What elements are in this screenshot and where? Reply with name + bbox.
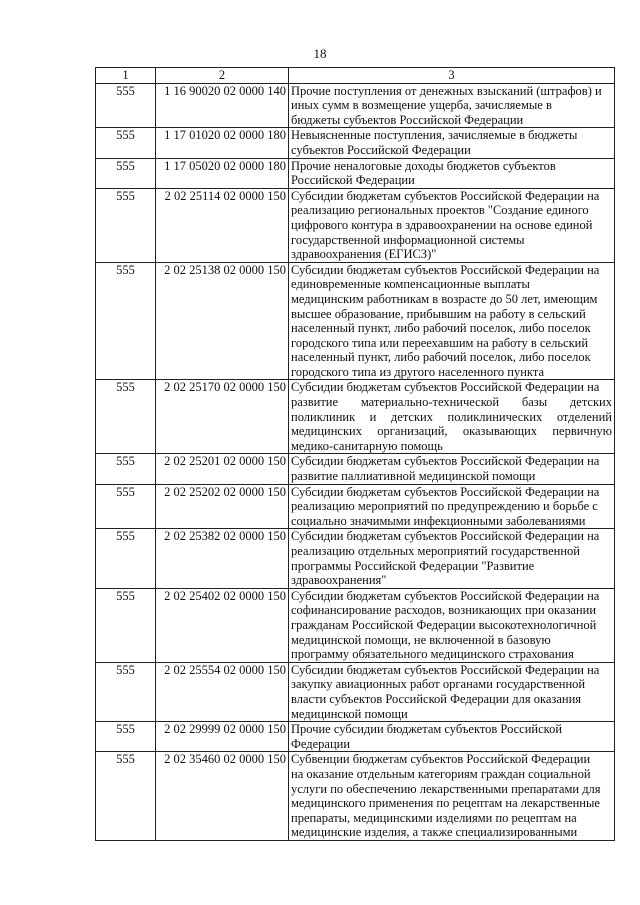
description-line: Прочие неналоговые доходы бюджетов субъектов bbox=[291, 158, 556, 173]
description-line: цифрового контура в здравоохранении на основе единой bbox=[291, 217, 593, 232]
description-cell bbox=[289, 529, 615, 588]
description-line: гражданам Российской Федерации высокотехнологичной bbox=[291, 617, 597, 632]
description-line: бюджеты субъектов Российской Федерации bbox=[291, 112, 524, 127]
description-line: закупку авиационных работ органами государственной bbox=[291, 677, 586, 692]
description-line: препараты, медицинскими изделиями по рецептам на bbox=[291, 810, 577, 825]
budget-code-cell: 2 02 25554 02 0000 150 bbox=[156, 662, 289, 721]
description-line: социально значимыми инфекционными заболеваниями bbox=[291, 513, 586, 528]
admin-code-cell: 555 bbox=[96, 380, 156, 454]
budget-code-cell: 2 02 35460 02 0000 150 bbox=[156, 752, 289, 841]
description-line: Субсидии бюджетам субъектов Российской Федерации на bbox=[291, 380, 600, 395]
description-line: Субсидии бюджетам субъектов Российской Федерации на bbox=[291, 188, 600, 203]
description-cell bbox=[289, 722, 615, 752]
admin-code-cell: 555 bbox=[96, 454, 156, 484]
table-header-row bbox=[96, 68, 615, 84]
description-line: реализацию региональных проектов "Создание единого bbox=[291, 203, 589, 218]
description-cell bbox=[289, 380, 615, 454]
admin-code-cell: 555 bbox=[96, 588, 156, 662]
description-line: населенный пункт, либо рабочий поселок, либо поселок bbox=[291, 350, 591, 365]
admin-code-cell: 555 bbox=[96, 188, 156, 262]
budget-code-cell: 2 02 25202 02 0000 150 bbox=[156, 484, 289, 529]
description-cell bbox=[289, 128, 615, 158]
table-row bbox=[96, 529, 615, 588]
description-line: Федерации bbox=[291, 736, 351, 751]
admin-code-cell: 555 bbox=[96, 128, 156, 158]
page-number: 18 bbox=[313, 46, 327, 61]
description-line: медицинские изделия, а также специализированными bbox=[291, 825, 578, 840]
budget-code-cell: 2 02 25114 02 0000 150 bbox=[156, 188, 289, 262]
description-line: развитие материально-технической базы детских bbox=[291, 395, 612, 410]
description-line: здравоохранения" bbox=[291, 573, 387, 588]
table-row bbox=[96, 262, 615, 380]
budget-code-cell: 1 16 90020 02 0000 140 bbox=[156, 83, 289, 128]
description-line: государственной информационной системы bbox=[291, 232, 525, 247]
description-line: поликлиник и детских поликлинических отделений bbox=[291, 409, 612, 424]
description-line: медицинской помощи, не включенной в базовую bbox=[291, 632, 551, 647]
admin-code-cell: 555 bbox=[96, 662, 156, 721]
description-cell bbox=[289, 188, 615, 262]
budget-code-cell: 1 17 05020 02 0000 180 bbox=[156, 158, 289, 188]
description-line: реализацию мероприятий по предупреждению и борьбе с bbox=[291, 499, 598, 514]
description-line: медицинской помощи bbox=[291, 706, 408, 721]
description-line: развитие паллиативной медицинской помощи bbox=[291, 469, 536, 484]
admin-code-cell: 555 bbox=[96, 722, 156, 752]
description-line: городского типа из другого населенного пункта bbox=[291, 364, 545, 379]
description-line: программу обязательного медицинского страхования bbox=[291, 647, 574, 662]
description-cell bbox=[289, 158, 615, 188]
admin-code-cell: 555 bbox=[96, 83, 156, 128]
table-row bbox=[96, 83, 615, 128]
table-row bbox=[96, 158, 615, 188]
description-line: софинансирование расходов, возникающих при оказании bbox=[291, 603, 597, 618]
description-line: медицинских организаций, оказывающих первичную bbox=[291, 424, 612, 439]
description-line: Субсидии бюджетам субъектов Российской Федерации на bbox=[291, 454, 600, 469]
budget-code-cell: 1 17 01020 02 0000 180 bbox=[156, 128, 289, 158]
description-cell bbox=[289, 262, 615, 380]
description-line: субъектов Российской Федерации bbox=[291, 142, 471, 157]
table-row bbox=[96, 454, 615, 484]
description-line: медицинским работникам в возрасте до 50 лет, имеющим bbox=[291, 291, 598, 306]
table-row bbox=[96, 128, 615, 158]
description-line: власти субъектов Российской Федерации для оказания bbox=[291, 691, 582, 706]
description-line: Субсидии бюджетам субъектов Российской Федерации на bbox=[291, 529, 600, 544]
table-row bbox=[96, 188, 615, 262]
budget-code-cell: 2 02 25138 02 0000 150 bbox=[156, 262, 289, 380]
admin-code-cell: 555 bbox=[96, 752, 156, 841]
description-cell bbox=[289, 484, 615, 529]
admin-code-cell: 555 bbox=[96, 262, 156, 380]
description-line: Субвенции бюджетам субъектов Российской Федерации bbox=[291, 752, 591, 767]
description-line: реализацию отдельных мероприятий государственной bbox=[291, 544, 580, 558]
description-line: медицинского применения по рецептам на лекарственные bbox=[291, 796, 600, 811]
description-line: Невыясненные поступления, зачисляемые в бюджеты bbox=[291, 128, 578, 143]
description-line: городского типа или переехавшим на работу в сельский bbox=[291, 335, 589, 350]
admin-code-cell: 555 bbox=[96, 529, 156, 588]
budget-code-cell: 2 02 25402 02 0000 150 bbox=[156, 588, 289, 662]
description-cell bbox=[289, 752, 615, 841]
description-line: здравоохранения (ЕГИСЗ)" bbox=[291, 247, 437, 262]
column-header-3: 3 bbox=[289, 68, 615, 84]
description-line: Российской Федерации bbox=[291, 173, 415, 188]
table-row bbox=[96, 722, 615, 752]
description-line: населенный пункт, либо рабочий поселок, либо поселок bbox=[291, 321, 591, 336]
description-line: Прочие поступления от денежных взысканий (штрафов) и bbox=[291, 83, 602, 98]
description-cell bbox=[289, 454, 615, 484]
table-row bbox=[96, 752, 615, 841]
table-row bbox=[96, 380, 615, 454]
column-header-1: 1 bbox=[96, 68, 156, 84]
description-line: Субсидии бюджетам субъектов Российской Федерации на bbox=[291, 262, 600, 277]
table-row bbox=[96, 588, 615, 662]
table-row bbox=[96, 484, 615, 529]
table-body bbox=[96, 83, 615, 840]
description-line: Субсидии бюджетам субъектов Российской Федерации на bbox=[291, 662, 600, 677]
description-cell bbox=[289, 83, 615, 128]
budget-code-cell: 2 02 25201 02 0000 150 bbox=[156, 454, 289, 484]
admin-code-cell: 555 bbox=[96, 158, 156, 188]
description-cell bbox=[289, 662, 615, 721]
admin-code-cell: 555 bbox=[96, 484, 156, 529]
table-row bbox=[96, 662, 615, 721]
description-line: Субсидии бюджетам субъектов Российской Федерации на bbox=[291, 588, 600, 603]
description-line: высшее образование, прибывшим на работу в сельский bbox=[291, 306, 586, 321]
description-line: услуги по обеспечению лекарственными препаратами для bbox=[291, 781, 601, 796]
column-header-2: 2 bbox=[156, 68, 289, 84]
revenue-codes-table bbox=[95, 67, 615, 841]
description-line: медико-санитарную помощь bbox=[291, 438, 443, 453]
budget-code-cell: 2 02 29999 02 0000 150 bbox=[156, 722, 289, 752]
description-line: программы Российской Федерации "Развитие bbox=[291, 558, 535, 573]
description-line: Прочие субсидии бюджетам субъектов Российской bbox=[291, 722, 563, 737]
description-line: Субсидии бюджетам субъектов Российской Федерации на bbox=[291, 484, 600, 499]
description-line: на оказание отдельным категориям граждан социальной bbox=[291, 766, 591, 781]
description-cell bbox=[289, 588, 615, 662]
budget-code-cell: 2 02 25170 02 0000 150 bbox=[156, 380, 289, 454]
description-line: иных сумм в возмещение ущерба, зачисляемые в bbox=[291, 98, 552, 113]
description-line: единовременные компенсационные выплаты bbox=[291, 277, 530, 292]
budget-code-cell: 2 02 25382 02 0000 150 bbox=[156, 529, 289, 588]
